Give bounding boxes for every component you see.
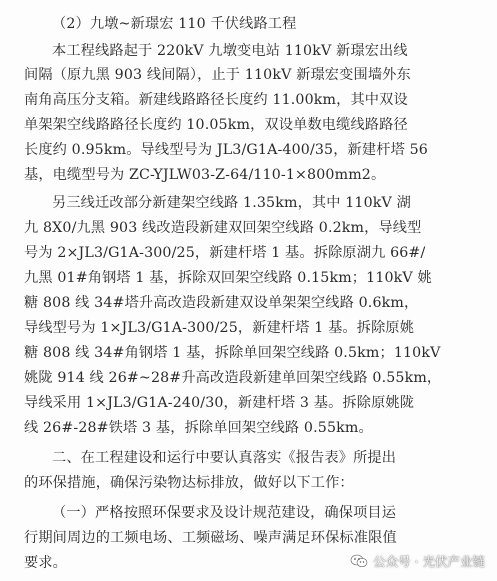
paragraph-line: 行期间周边的工频电场、工频磁场、噪声满足环保标准限值 xyxy=(24,530,397,546)
paragraph-line: 间隔（原九黑 903 线间隔），止于 110kV 新璟宏变围墙外东 xyxy=(24,67,411,83)
paragraph-line: 长度约 0.95km。导线型号为 JL3/G1A-400/35，新建杆塔 56 xyxy=(24,142,428,158)
paragraph-line: 二、在工程建设和运行中要认真落实《报告表》所提出 xyxy=(52,450,397,466)
paragraph-line: 另三线迁改部分新建架空线路 1.35km，其中 110kV 湖 xyxy=(52,195,411,211)
wechat-icon xyxy=(350,554,368,568)
paragraph-line: 九 8X0/九黑 903 线改造段新建双回架空线路 0.2km，导线型 xyxy=(24,220,422,236)
paragraph-line: 的环保措施，确保污染物达标排放，做好以下工作： xyxy=(24,475,354,491)
paragraph-line: 本工程线路起于 220kV 九墩变电站 110kV 新璟宏出线 xyxy=(52,43,408,59)
paragraph-line: 导线采用 1×JL3/G1A-240/30，新建杆塔 3 基。拆除原姚陇 xyxy=(24,395,415,411)
paragraph-line: 要求。 xyxy=(24,555,68,571)
paragraph-line: 导线型号为 1×JL3/G1A-300/25，新建杆塔 1 基。拆除原姚 xyxy=(24,320,415,336)
watermark xyxy=(350,551,485,571)
watermark-text: 公众号 · 光伏产业链 xyxy=(373,554,485,569)
paragraph-line: 南角高压分支箱。新建线路路径长度约 11.00km，其中双设 xyxy=(24,92,408,108)
paragraph-line: 号为 2×JL3/G1A-300/25，新建杆塔 1 基。拆除原湖九 66#/ xyxy=(24,245,426,261)
paragraph-line: 姚陇 914 线 26#~28#升高改造段新建单回架空线路 0.55km， xyxy=(24,370,442,386)
paragraph-line: 糖 808 线 34#角钢塔 1 基，拆除单回架空线路 0.5km；110kV xyxy=(24,345,441,361)
paragraph-line: 单架架空线路路径长度约 10.05km，双设单数电缆线路路径 xyxy=(24,117,408,133)
paragraph-line: 糖 808 线 34#塔升高改造段新建双设单架架空线路 0.6km， xyxy=(24,295,419,311)
section-heading: （2）九墩~新璟宏 110 千伏线路工程 xyxy=(52,16,297,32)
paragraph-line: （一）严格按照环保要求及设计规范建设，确保项目运 xyxy=(52,505,397,521)
paragraph-line: 线 26#-28#铁塔 3 基，拆除单回架空线路 0.55km。 xyxy=(24,420,373,436)
paragraph-line: 九黑 01#角钢塔 1 基，拆除双回架空线路 0.15km；110kV 姚 xyxy=(24,270,432,286)
paragraph-line: 基，电缆型号为 ZC-YJLW03-Z-64/110-1×800mm2。 xyxy=(24,167,386,183)
